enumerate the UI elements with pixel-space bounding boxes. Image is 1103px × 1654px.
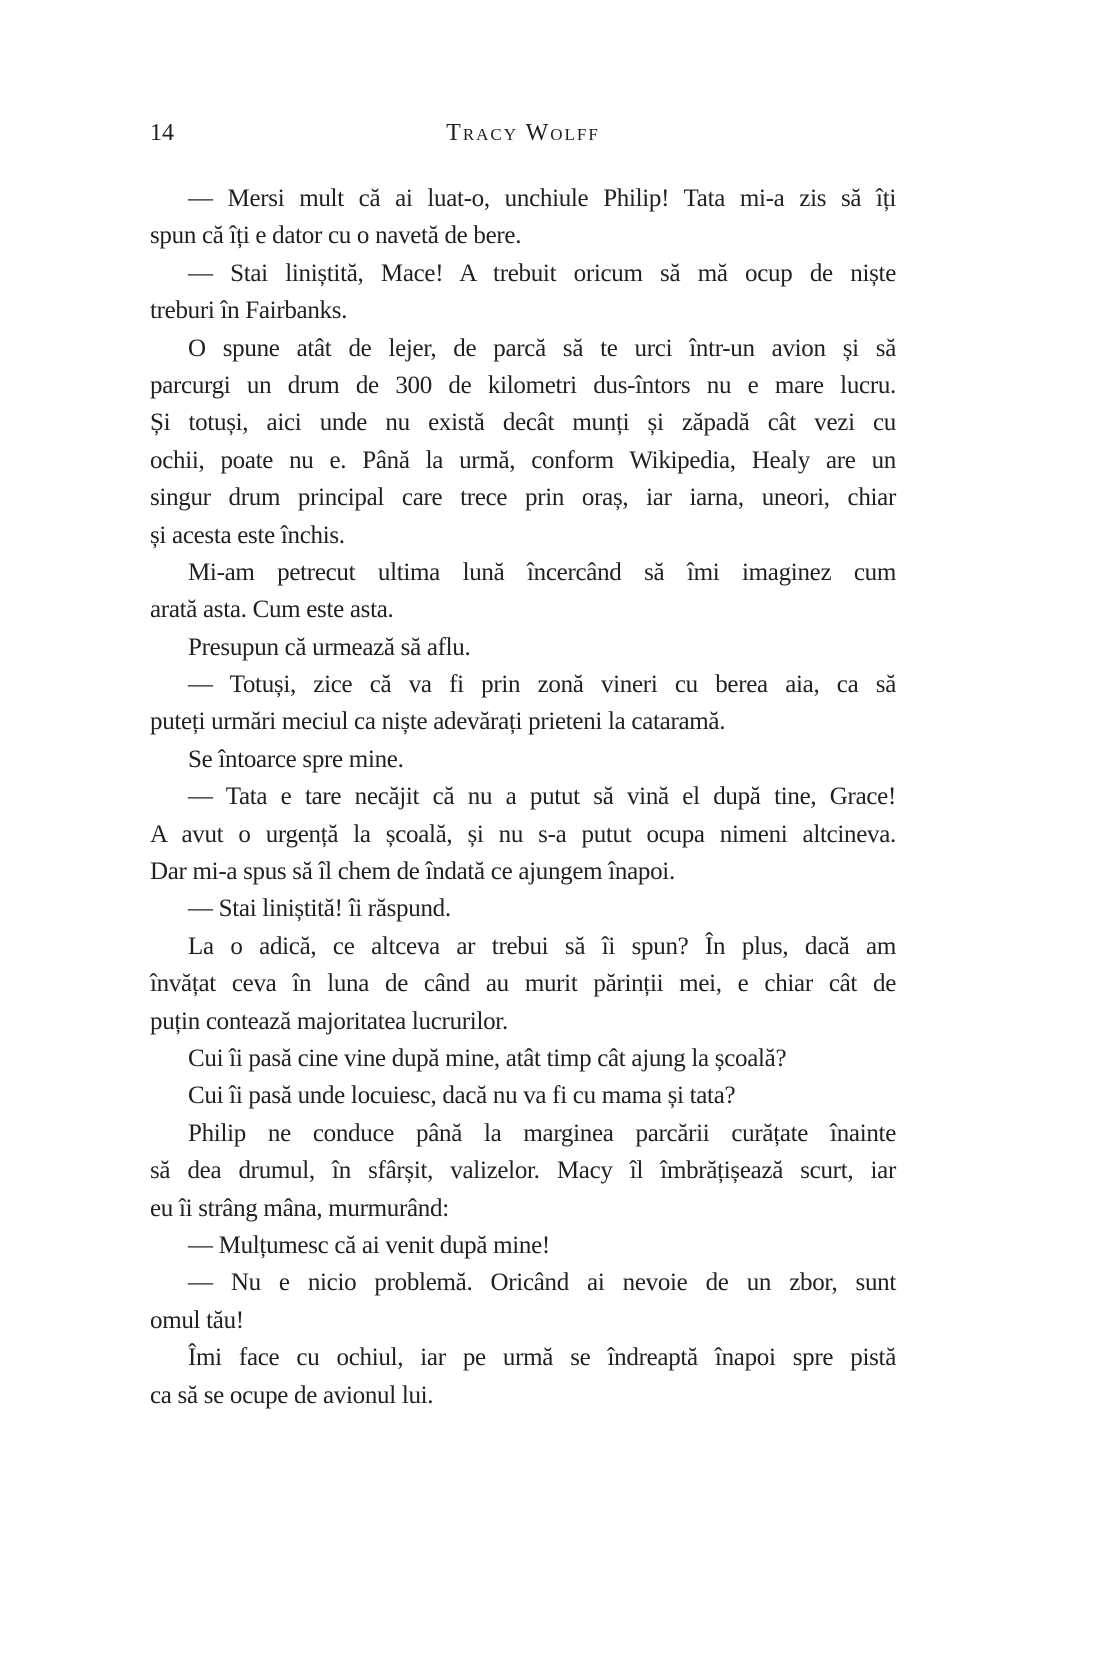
text-line: arată asta. Cum este asta. xyxy=(150,596,394,624)
text-line: A avut o urgență la școală, și nu s-a putut ocupa nimeni altcineva. xyxy=(150,820,896,848)
text-line: și acesta este închis. xyxy=(150,521,345,549)
text-line: puțin contează majoritatea lucrurilor. xyxy=(150,1007,508,1035)
paragraph xyxy=(150,928,896,1040)
paragraph xyxy=(150,1077,896,1114)
paragraph xyxy=(150,554,896,629)
page-number: 14 xyxy=(150,120,174,146)
text-line: — Stai liniștită! îi răspund. xyxy=(188,895,451,923)
text-line: Îmi face cu ochiul, iar pe urmă se îndreaptă înapoi spre pistă xyxy=(188,1344,896,1372)
paragraph xyxy=(150,180,896,255)
text-line: ochii, poate nu e. Până la urmă, conform Wikipedia, Healy are un xyxy=(150,446,896,474)
text-line: singur drum principal care trece prin oraș, iar iarna, uneori, chiar xyxy=(150,484,896,512)
text-line: învățat ceva în luna de când au murit părinții mei, e chiar cât de xyxy=(150,970,896,998)
body-text xyxy=(150,180,896,1414)
page-header xyxy=(150,120,896,156)
text-line: spun că îți e dator cu o navetă de bere. xyxy=(150,222,522,250)
paragraph xyxy=(150,1264,896,1339)
text-line: — Totuși, zice că va fi prin zonă vineri cu berea aia, ca să xyxy=(188,671,896,699)
paragraph xyxy=(150,330,896,554)
paragraph xyxy=(150,1339,896,1414)
paragraph xyxy=(150,778,896,890)
text-line: — Mersi mult că ai luat-o, unchiule Philip! Tata mi-a zis să îți xyxy=(188,185,896,212)
text-line: — Tata e tare necăjit că nu a putut să vină el după tine, Grace! xyxy=(188,783,896,811)
text-line: Dar mi-a spus să îl chem de îndată ce ajungem înapoi. xyxy=(150,858,675,886)
text-line: La o adică, ce altceva ar trebui să îi spun? În plus, dacă am xyxy=(188,932,896,960)
paragraph xyxy=(150,255,896,330)
text-line: O spune atât de lejer, de parcă să te urci într-un avion și să xyxy=(188,334,896,362)
text-line: Se întoarce spre mine. xyxy=(188,745,404,773)
text-line: treburi în Fairbanks. xyxy=(150,297,348,325)
paragraph xyxy=(150,1227,896,1264)
text-line: ca să se ocupe de avionul lui. xyxy=(150,1381,434,1409)
paragraph xyxy=(150,1115,896,1227)
text-line: Mi-am petrecut ultima lună încercând să îmi imaginez cum xyxy=(188,558,896,586)
text-line: să dea drumul, în sfârșit, valizelor. Macy îl îmbrățișează scurt, iar xyxy=(150,1157,896,1185)
text-line: eu îi strâng mâna, murmurând: xyxy=(150,1194,449,1222)
text-line: — Nu e nicio problemă. Oricând ai nevoie de un zbor, sunt xyxy=(188,1269,896,1297)
text-line: puteți urmări meciul ca niște adevărați prieteni la cataramă. xyxy=(150,708,726,736)
running-title: Tracy Wolff xyxy=(446,120,600,146)
text-line: — Mulțumesc că ai venit după mine! xyxy=(188,1231,550,1259)
paragraph xyxy=(150,1040,896,1077)
paragraph xyxy=(150,890,896,927)
text-line: Philip ne conduce până la marginea parcării curățate înainte xyxy=(188,1119,896,1147)
text-line: parcurgi un drum de 300 de kilometri dus-întors nu e mare lucru. xyxy=(150,371,896,399)
paragraph xyxy=(150,629,896,666)
text-line: Cui îi pasă cine vine după mine, atât timp cât ajung la școală? xyxy=(188,1044,787,1072)
paragraph xyxy=(150,666,896,741)
text-line: Cui îi pasă unde locuiesc, dacă nu va fi cu mama și tata? xyxy=(188,1082,736,1110)
paragraph xyxy=(150,741,896,778)
text-line: omul tău! xyxy=(150,1306,244,1334)
text-line: Presupun că urmează să aflu. xyxy=(188,633,471,661)
text-line: — Stai liniștită, Mace! A trebuit oricum să mă ocup de niște xyxy=(188,259,896,287)
text-line: Și totuși, aici unde nu există decât munți și zăpadă cât vezi cu xyxy=(150,409,896,437)
